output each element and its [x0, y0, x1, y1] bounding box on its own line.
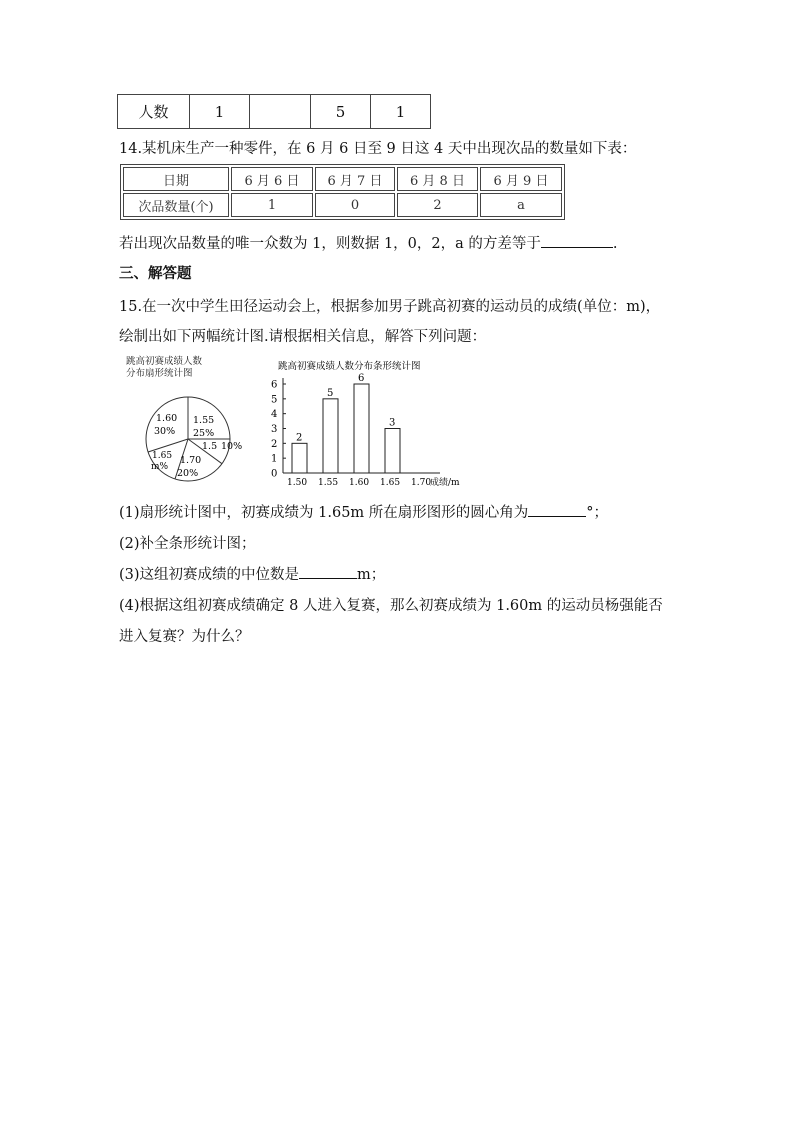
question-14-text: 14.某机床生产一种零件，在 6 月 6 日至 9 日这 4 天中出现次品的数量如下表：	[119, 141, 637, 157]
sub-question-1	[119, 501, 608, 522]
sub-question-1-text: (1)扇形统计图中，初赛成绩为 1.65m 所在扇形图形的圆心角为	[119, 505, 529, 521]
bar-chart	[262, 352, 472, 492]
pie-label: 1.65	[152, 451, 173, 461]
pie-label: 25%	[193, 428, 215, 439]
table-header-cell: 6 月 7 日	[315, 167, 395, 191]
table-header-cell: 日期	[123, 167, 229, 191]
y-tick-label: 4	[271, 409, 278, 421]
bar	[292, 443, 307, 473]
x-ticks	[287, 478, 431, 488]
bars	[292, 373, 400, 473]
bar-value-label: 3	[389, 417, 396, 429]
question-15-line1: 15.在一次中学生田径运动会上，根据参加男子跳高初赛的运动员的成绩(单位：m)，	[119, 299, 661, 315]
bar	[323, 399, 338, 473]
table-header-cell: 6 月 6 日	[231, 167, 313, 191]
y-tick-label: 6	[271, 379, 278, 391]
table-cell: 1	[231, 193, 313, 217]
y-tick-label: 5	[271, 394, 278, 406]
table-cell: 5	[311, 95, 371, 129]
pie-title-line2: 分布扇形统计图	[126, 368, 193, 379]
bar-value-label: 5	[327, 387, 334, 399]
table-cell: 2	[397, 193, 478, 217]
table-cell: 1	[371, 95, 431, 129]
table-row	[123, 193, 562, 217]
y-tick-label: 3	[271, 424, 278, 435]
table-cell: 次品数量(个)	[123, 193, 229, 217]
pie-label: 1.55	[193, 415, 215, 426]
pie-label: 1.5	[202, 441, 218, 452]
question-15-line2: 绘制出如下两幅统计图.请根据相关信息，解答下列问题：	[119, 329, 487, 345]
period: .	[612, 236, 618, 252]
answer-blank[interactable]	[299, 566, 357, 579]
x-tick-label: 1.65	[380, 478, 401, 488]
pie-label: 30%	[154, 426, 176, 437]
bar-value-label: 6	[358, 373, 365, 384]
table-top	[117, 94, 431, 129]
bar-value-label: 2	[296, 432, 303, 444]
pie-label: 20%	[177, 468, 199, 479]
bar	[385, 429, 400, 474]
sub-question-3	[119, 563, 385, 584]
y-tick-label: 2	[271, 438, 278, 450]
table-q14	[120, 164, 565, 220]
x-axis-label: 成绩/m	[430, 478, 460, 488]
degree-suffix: °；	[586, 505, 609, 521]
sub-question-4-line1: (4)根据这组初赛成绩确定 8 人进入复赛，那么初赛成绩为 1.60m 的运动员杨强能否	[119, 598, 663, 614]
section-title: 三、解答题	[119, 266, 192, 282]
table-cell: a	[480, 193, 562, 217]
pie-chart-title	[126, 356, 202, 380]
sub-question-3-text: (3)这组初赛成绩的中位数是	[119, 567, 300, 583]
table-header-cell: 6 月 9 日	[480, 167, 562, 191]
table-cell	[250, 95, 311, 129]
table-row	[118, 95, 431, 129]
pie-label: m%	[151, 462, 169, 472]
table-cell: 0	[315, 193, 395, 217]
question-14-answer-line	[119, 232, 617, 253]
x-tick-label: 1.50	[287, 478, 308, 488]
bar-chart-title: 跳高初赛成绩人数分布条形统计图	[278, 361, 421, 372]
bar	[354, 384, 369, 473]
pie-label: 1.60	[156, 413, 178, 424]
answer-blank[interactable]	[528, 504, 586, 517]
x-tick-label: 1.70	[411, 478, 432, 488]
x-tick-label: 1.60	[349, 478, 370, 488]
y-ticks	[271, 380, 286, 480]
answer-blank[interactable]	[541, 235, 613, 248]
y-tick-label: 0	[271, 468, 278, 480]
y-tick-label: 1	[271, 453, 278, 465]
question-14-condition: 若出现次品数量的唯一众数为 1，则数据 1，0，2，a 的方差等于	[119, 236, 541, 252]
table-row	[123, 167, 562, 191]
sub-question-4-line2: 进入复赛？为什么？	[119, 629, 250, 645]
pie-chart	[140, 390, 243, 485]
table-cell: 人数	[118, 95, 190, 129]
x-tick-label: 1.55	[318, 478, 339, 488]
pie-label: 1.70	[180, 455, 202, 466]
table-header-cell: 6 月 8 日	[397, 167, 478, 191]
unit-suffix: m；	[357, 567, 386, 583]
sub-question-2: (2)补全条形统计图；	[119, 536, 256, 552]
table-cell: 1	[190, 95, 250, 129]
pie-label: 10%	[221, 441, 243, 452]
pie-title-line1: 跳高初赛成绩人数	[126, 356, 203, 367]
